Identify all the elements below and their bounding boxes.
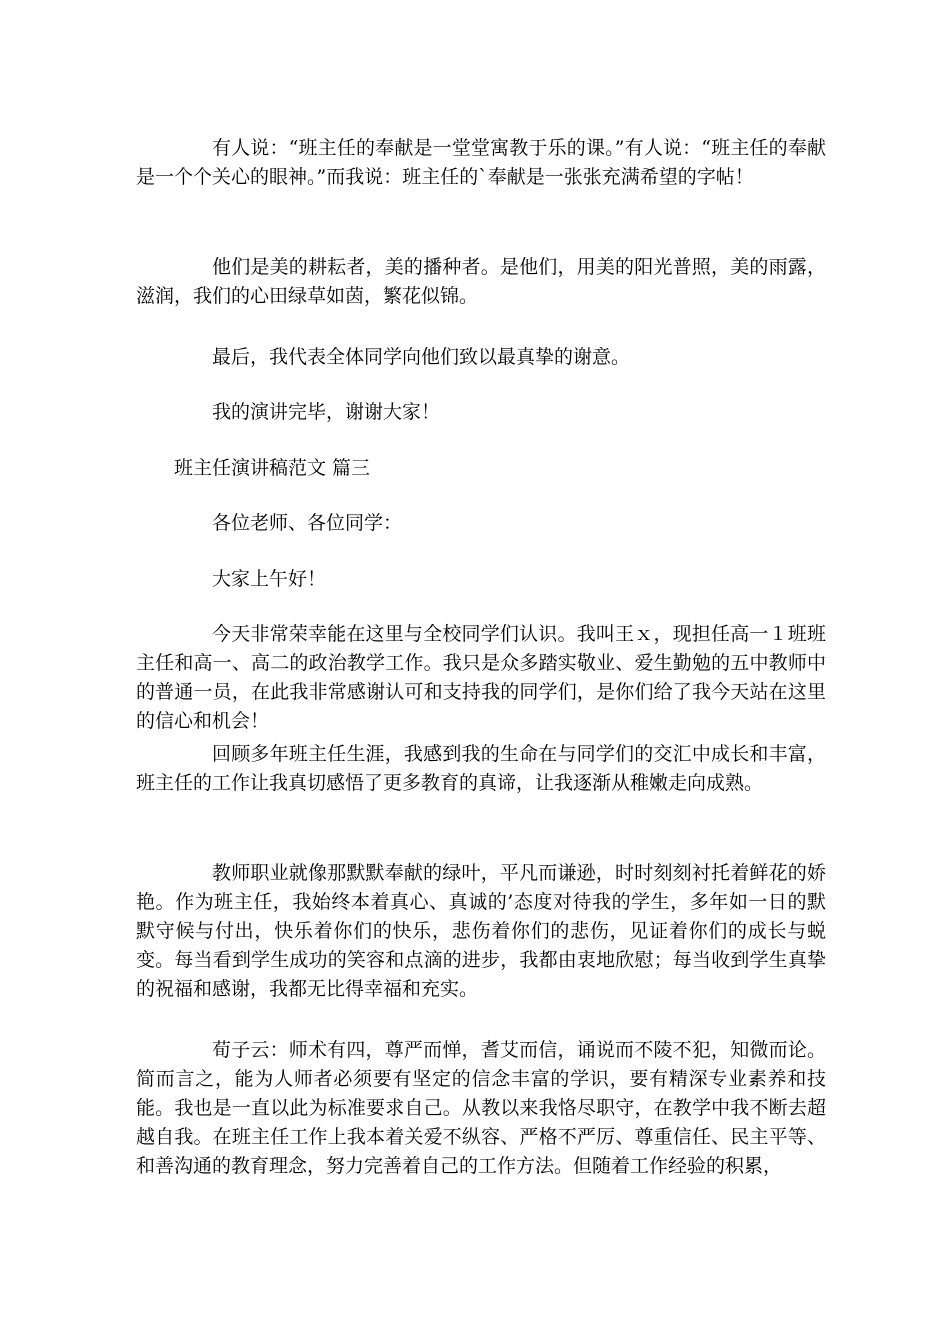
paragraph-thanks: 最后，我代表全体同学向他们致以最真挚的谢意。 bbox=[212, 346, 631, 368]
paragraph-greeting: 各位老师、各位同学： bbox=[212, 512, 403, 534]
paragraph-contribution: 有人说：“班主任的奉献是一堂堂寓教于乐的课。”有人说：“班主任的奉献是一个个关心的眼神。”而我说：班主任的`奉献是一张张充满希望的字帖！ bbox=[136, 137, 826, 188]
paragraph-review: 回顾多年班主任生涯，我感到我的生命在与同学们的交汇中成长和丰富，班主任的工作让我真切感悟了更多教育的真谛，让我逐渐从稚嫩走向成熟。 bbox=[136, 743, 826, 794]
paragraph-good-morning: 大家上午好！ bbox=[212, 568, 327, 590]
paragraph-introduction: 今天非常荣幸能在这里与全校同学们认识。我叫王ｘ，现担任高一１班班主任和高一、高二的政治教学工作。我只是众多踏实敬业、爱生勤勉的五中教师中的普通一员，在此我非常感谢认可和支持我的同学们，是你们给了我今天站在这里的信心和机会！ bbox=[136, 623, 826, 732]
paragraph-green-leaf: 教师职业就像那默默奉献的绿叶，平凡而谦逊，时时刻刻衬托着鲜花的娇艳。作为班主任，我始终本着真心、真诚的’态度对待我的学生，多年如一日的默默守候与付出，快乐着你们的快乐，悲伤着你们的悲伤，见证着你们的成长与蜕变。每当看到学生成功的笑容和点滴的进步，我都由衷地欣慰；每当收到学生真挚的祝福和感谢，我都无比得幸福和充实。 bbox=[136, 862, 826, 1000]
paragraph-xunzi: 荀子云：师术有四，尊严而惮，耆艾而信，诵说而不陵不犯，知微而论。简而言之，能为人师者必须要有坚定的信念丰富的学识，要有精深专业素养和技能。我也是一直以此为标准要求自己。从教以来我恪尽职守，在教学中我不断去超越自我。在班主任工作上我本着关爱不纵容、严格不严厉、尊重信任、民主平等、和善沟通的教育理念，努力完善着自己的工作方法。但随着工作经验的积累， bbox=[136, 1039, 826, 1177]
paragraph-cultivators: 他们是美的耕耘者，美的播种者。是他们，用美的阳光普照，美的雨露，滋润，我们的心田绿草如茵，繁花似锦。 bbox=[136, 256, 826, 307]
paragraph-closing: 我的演讲完毕，谢谢大家！ bbox=[212, 401, 441, 423]
section-title: 班主任演讲稿范文 篇三 bbox=[174, 457, 371, 479]
